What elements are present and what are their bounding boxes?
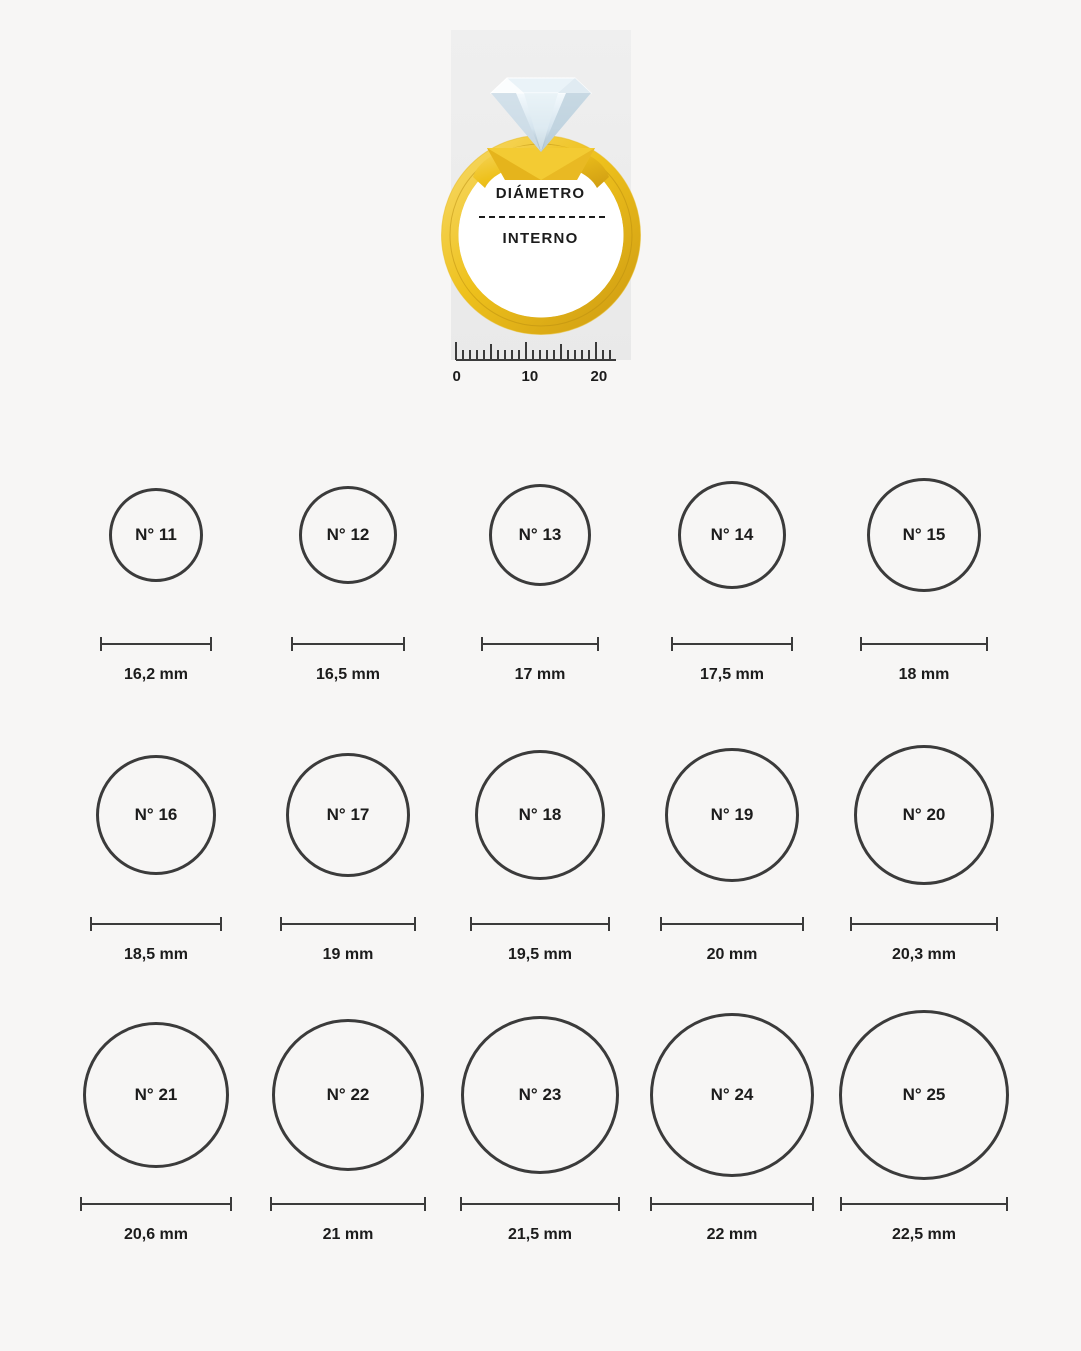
measurement-line (80, 1203, 232, 1205)
ruler-scale-numbers (391, 368, 691, 390)
ring-size-label: N° 14 (710, 525, 754, 544)
measurement-cap-right (608, 917, 610, 931)
ring-size-label: N° 23 (518, 1085, 562, 1104)
measurement-bar (850, 916, 998, 932)
measurement-cap-left (660, 917, 662, 931)
measurement-bar (481, 636, 599, 652)
measurement-cap-right (424, 1197, 426, 1211)
ring-circle-wrap (109, 440, 203, 630)
ring-size-cell (444, 440, 636, 720)
diameter-label-bottom: INTERNO (502, 230, 579, 247)
ring-size-label: N° 13 (518, 525, 562, 544)
ring-size-mm: 21,5 mm (507, 1226, 573, 1243)
ring-circle-wrap (665, 720, 799, 910)
ring-size-circle (109, 488, 203, 582)
ring-size-mm: 19 mm (322, 946, 374, 963)
ring-circle-wrap (650, 1000, 814, 1190)
measurement-cap-left (840, 1197, 842, 1211)
ring-size-mm: 16,5 mm (315, 666, 381, 683)
ring-size-label: N° 24 (710, 1085, 754, 1104)
ring-circle-wrap (854, 720, 994, 910)
ring-size-label: N° 21 (134, 1085, 178, 1104)
measurement-line (860, 643, 988, 645)
ring-size-label: N° 18 (518, 805, 562, 824)
measurement-cap-left (470, 917, 472, 931)
measurement-cap-right (618, 1197, 620, 1211)
ring-size-mm: 21 mm (322, 1226, 374, 1243)
measurement-bar (860, 636, 988, 652)
measurement-line (850, 923, 998, 925)
measurement-cap-right (791, 637, 793, 651)
measurement-cap-left (860, 637, 862, 651)
ring-circle-wrap (839, 1000, 1009, 1190)
ring-size-label: N° 20 (902, 805, 946, 824)
measurement-cap-left (291, 637, 293, 651)
measurement-cap-right (403, 637, 405, 651)
measurement-cap-left (671, 637, 673, 651)
ring-size-mm: 16,2 mm (123, 666, 189, 683)
measurement-cap-left (481, 637, 483, 651)
measurement-bar (460, 1196, 620, 1212)
ring-size-mm: 22 mm (706, 1226, 758, 1243)
ring-circle-wrap (83, 1000, 229, 1190)
ring-size-circle (665, 748, 799, 882)
ring-size-label: N° 16 (134, 805, 178, 824)
ring-size-cell (444, 1000, 636, 1280)
measurement-bar (270, 1196, 426, 1212)
measurement-bar (470, 916, 610, 932)
ring-size-mm: 20 mm (706, 946, 758, 963)
ring-circle-wrap (96, 720, 216, 910)
ring-size-cell (828, 1000, 1020, 1280)
ring-size-circle (650, 1013, 814, 1177)
measurement-bar (291, 636, 405, 652)
ring-size-mm: 22,5 mm (891, 1226, 957, 1243)
ring-size-circle (83, 1022, 229, 1168)
ring-size-mm: 19,5 mm (507, 946, 573, 963)
ring-size-mm: 17 mm (514, 666, 566, 683)
ruler-tick-20: 20 (590, 368, 608, 385)
measurement-cap-right (1006, 1197, 1008, 1211)
ring-size-circle (272, 1019, 424, 1171)
measurement-cap-right (220, 917, 222, 931)
ring-size-mm: 20,3 mm (891, 946, 957, 963)
ring-size-circle (678, 481, 786, 589)
measurement-cap-right (812, 1197, 814, 1211)
ring-size-label: N° 15 (902, 525, 946, 544)
measurement-cap-right (414, 917, 416, 931)
measurement-cap-left (90, 917, 92, 931)
ring-size-circle (489, 484, 591, 586)
measurement-bar (671, 636, 793, 652)
measurement-line (291, 643, 405, 645)
measurement-cap-left (650, 1197, 652, 1211)
ring-size-circle (867, 478, 981, 592)
ring-circle-wrap (299, 440, 397, 630)
measurement-cap-left (80, 1197, 82, 1211)
measurement-line (90, 923, 222, 925)
ring-size-label: N° 25 (902, 1085, 946, 1104)
measurement-line (481, 643, 599, 645)
ring-size-cell (636, 1000, 828, 1280)
ring-size-label: N° 11 (135, 525, 177, 544)
ring-circle-wrap (475, 720, 605, 910)
ring-size-mm: 18,5 mm (123, 946, 189, 963)
ring-size-circle (299, 486, 397, 584)
ring-circle-wrap (272, 1000, 424, 1190)
ring-size-circle (461, 1016, 619, 1174)
ring-size-label: N° 22 (326, 1085, 370, 1104)
ring-circle-wrap (286, 720, 410, 910)
measurement-cap-right (230, 1197, 232, 1211)
measurement-line (100, 643, 212, 645)
ruler-tick-10: 10 (521, 368, 539, 385)
measurement-bar (90, 916, 222, 932)
ring-size-label: N° 17 (326, 805, 370, 824)
measurement-cap-left (460, 1197, 462, 1211)
measurement-cap-right (802, 917, 804, 931)
measurement-bar (660, 916, 804, 932)
ring-size-cell (636, 440, 828, 720)
ring-size-cell (636, 720, 828, 1000)
measurement-cap-left (270, 1197, 272, 1211)
diameter-dashed-line (479, 216, 605, 218)
ring-circle-wrap (461, 1000, 619, 1190)
measurement-line (270, 1203, 426, 1205)
diameter-label-top: DIÁMETRO (495, 185, 586, 202)
ring-size-cell (60, 1000, 252, 1280)
ring-illustration (391, 30, 691, 400)
measurement-bar (650, 1196, 814, 1212)
measurement-line (660, 923, 804, 925)
ring-diagram (0, 0, 1081, 430)
ring-size-label: N° 12 (326, 525, 370, 544)
ring-graphic (391, 30, 691, 400)
ring-size-mm: 17,5 mm (699, 666, 765, 683)
measurement-cap-right (210, 637, 212, 651)
ring-size-cell (252, 1000, 444, 1280)
ring-size-grid (60, 440, 1020, 1280)
ring-size-cell (828, 720, 1020, 1000)
measurement-line (280, 923, 416, 925)
measurement-line (460, 1203, 620, 1205)
measurement-cap-right (996, 917, 998, 931)
ring-size-cell (252, 440, 444, 720)
ring-size-circle (286, 753, 410, 877)
ring-size-mm: 18 mm (898, 666, 950, 683)
measurement-bar (100, 636, 212, 652)
ring-size-circle (839, 1010, 1009, 1180)
ring-size-cell (828, 440, 1020, 720)
ring-size-circle (96, 755, 216, 875)
measurement-cap-left (280, 917, 282, 931)
ring-size-cell (60, 440, 252, 720)
measurement-line (840, 1203, 1008, 1205)
ring-size-cell (60, 720, 252, 1000)
measurement-bar (80, 1196, 232, 1212)
ring-circle-wrap (678, 440, 786, 630)
ring-size-label: N° 19 (710, 805, 754, 824)
ring-circle-wrap (489, 440, 591, 630)
ring-size-cell (444, 720, 636, 1000)
measurement-bar (840, 1196, 1008, 1212)
ring-size-mm: 20,6 mm (123, 1226, 189, 1243)
measurement-cap-left (850, 917, 852, 931)
ring-size-cell (252, 720, 444, 1000)
measurement-line (671, 643, 793, 645)
ring-size-circle (475, 750, 605, 880)
measurement-cap-right (986, 637, 988, 651)
ring-size-circle (854, 745, 994, 885)
ring-circle-wrap (867, 440, 981, 630)
ruler-tick-0: 0 (452, 368, 461, 385)
measurement-bar (280, 916, 416, 932)
measurement-line (650, 1203, 814, 1205)
measurement-line (470, 923, 610, 925)
measurement-cap-right (597, 637, 599, 651)
measurement-cap-left (100, 637, 102, 651)
